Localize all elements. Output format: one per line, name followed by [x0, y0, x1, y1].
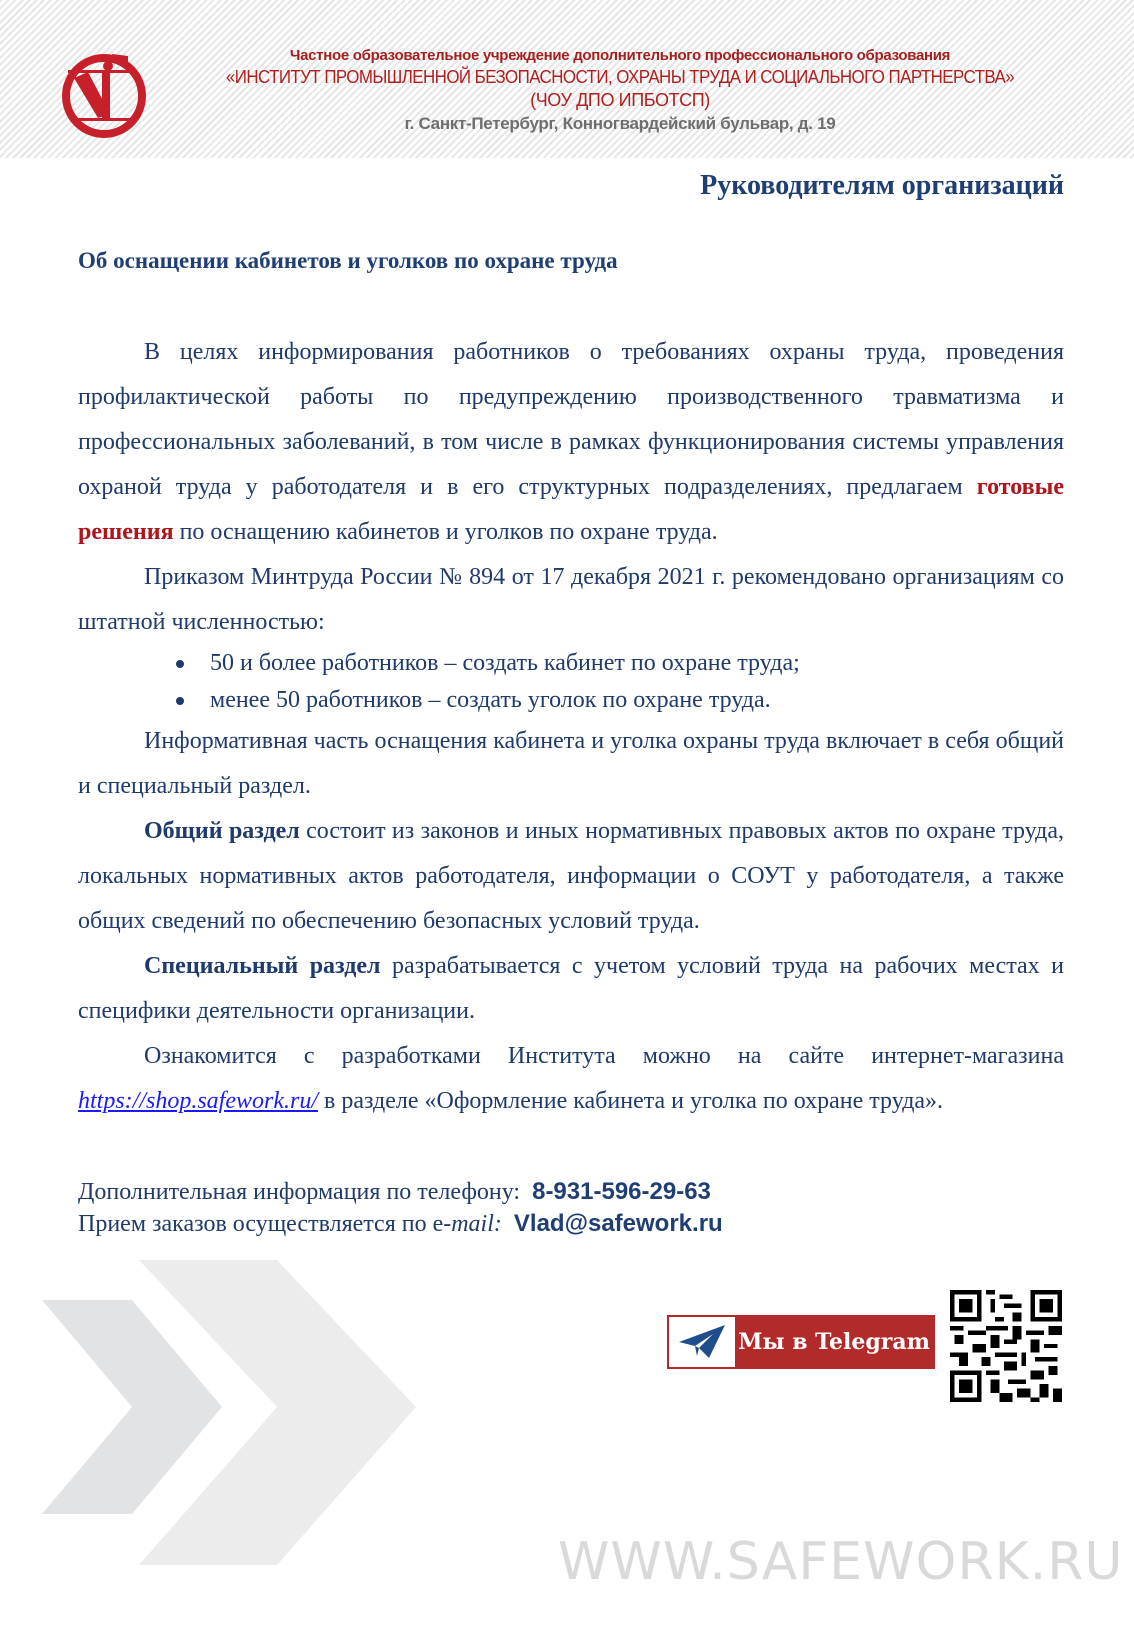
intro-text-end: по оснащению кабинетов и уголков по охране труда. — [173, 519, 718, 545]
paragraph-intro — [78, 330, 1064, 555]
email-label-italic: mail: — [451, 1211, 502, 1237]
website-watermark: WWW.SAFEWORK.RU — [558, 1532, 1124, 1592]
chevron-arrows-decoration-icon — [40, 1260, 480, 1590]
addressee: Руководителям организаций — [700, 170, 1064, 201]
institute-logo-icon — [58, 48, 150, 140]
paragraph-info-part: Информативная часть оснащения кабинета и уголка охраны труда включает в себя общий и специальный раздел. — [78, 728, 1064, 799]
paper-plane-icon — [669, 1317, 735, 1367]
bullet-item: менее 50 работников – создать уголок по охране труда. — [210, 682, 1064, 719]
email-line — [78, 1208, 723, 1240]
telegram-label: Мы в Telegram — [735, 1317, 933, 1367]
telegram-button[interactable] — [667, 1315, 935, 1369]
institution-address: г. Санкт-Петербург, Конногвардейский бульвар, д. 19 — [404, 114, 836, 133]
document-title: Об оснащении кабинетов и уголков по охране труда — [78, 248, 618, 273]
email-label: Прием заказов осуществляется по e- — [78, 1211, 452, 1237]
paragraph-order: Приказом Минтруда России № 894 от 17 декабря 2021 г. рекомендовано организациям со штатной численностью: — [78, 564, 1064, 635]
highlight-ready-solutions: готовые решения — [78, 474, 1064, 545]
shop-text: Ознакомится с разработками Института можно на сайте интернет-магазина — [144, 1043, 1064, 1069]
shop-text-end: в разделе «Оформление кабинета и уголка по охране труда». — [318, 1088, 944, 1114]
bullet-item: 50 и более работников – создать кабинет по охране труда; — [210, 645, 1064, 682]
contacts — [78, 1176, 723, 1240]
institution-abbr: (ЧОУ ДПО ИПБОТСП) — [530, 90, 710, 110]
general-section-label: Общий раздел — [144, 818, 300, 844]
phone-number[interactable]: 8-931-596-29-63 — [532, 1178, 711, 1205]
intro-text: В целях информирования работников о требованиях охраны труда, проведения профилактической работы по предупреждению производственного травматизма и профессиональных заболеваний, в том числе в рамках функционирования системы управления охраной труда у работодателя и в его структурных подразделениях, предлагаем — [78, 339, 1064, 500]
paragraph-special-section — [78, 944, 1064, 1034]
special-section-label: Специальный раздел — [144, 953, 381, 979]
document-body — [78, 330, 1064, 1124]
letterhead — [0, 0, 1134, 158]
institution-type: Частное образовательное учреждение дополнительного профессионального образования — [289, 47, 951, 64]
general-section-text: состоит из законов и иных нормативных правовых актов по охране труда, локальных нормативных актов работодателя, информации о СОУТ у работодателя, а также общих сведений по обеспечению безопасных условий труда. — [78, 818, 1064, 934]
paragraph-shop — [78, 1034, 1064, 1124]
phone-line — [78, 1176, 723, 1208]
special-section-text: разрабатывается с учетом условий труда на рабочих местах и специфики деятельности организации. — [78, 953, 1065, 1024]
institution-name: «ИНСТИТУТ ПРОМЫШЛЕННОЙ БЕЗОПАСНОСТИ, ОХРАНЫ ТРУДА И СОЦИАЛЬНОГО ПАРТНЕРСТВА» — [225, 67, 1015, 87]
paragraph-general-section — [78, 809, 1064, 944]
staff-bullets — [78, 645, 1064, 719]
phone-label: Дополнительная информация по телефону: — [78, 1179, 521, 1205]
qr-code-icon[interactable] — [950, 1290, 1062, 1402]
institution-info — [170, 46, 1070, 136]
shop-link[interactable]: https://shop.safework.ru/ — [78, 1088, 319, 1114]
email-address[interactable]: Vlad@safework.ru — [513, 1210, 723, 1237]
